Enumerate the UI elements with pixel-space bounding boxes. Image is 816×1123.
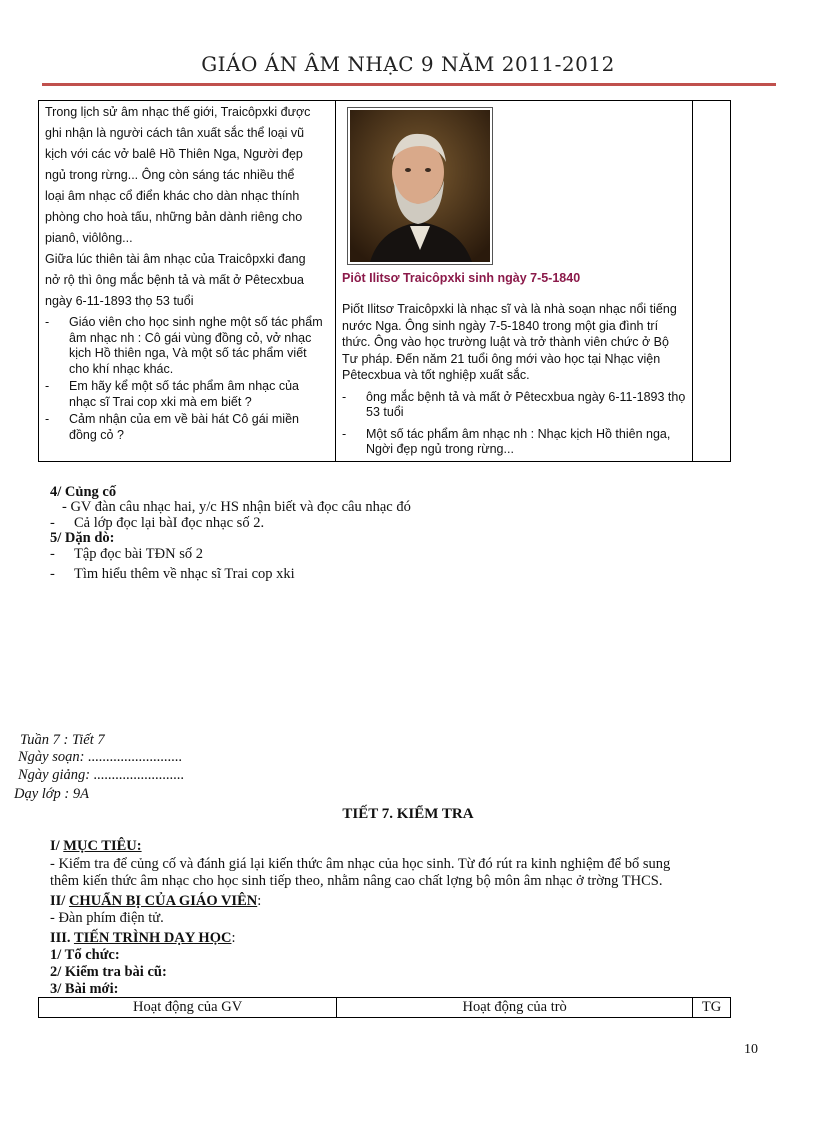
intro-line: Giữa lúc thiên tài âm nhạc của Traicôpxki đang (45, 252, 306, 266)
activity-header-table (38, 997, 731, 1018)
student-activity-cell (336, 101, 693, 462)
teacher-bullet: - Giáo viên cho học sinh nghe một số tác phẩm âm nhạc nh : Cô gái vùng đồng cỏ, vở nhạc kịch Hồ thiên nga, Và một số tác phẩm viết cho khí nhạc khác. (45, 315, 323, 376)
time-header: TG (693, 998, 731, 1018)
time-cell (693, 101, 731, 462)
step-review: 2/ Kiểm tra bài cũ: (50, 964, 167, 980)
intro-line: nở rộ thì ông mắc bệnh tả và mất ở Pêtecxbua (45, 273, 304, 287)
intro-line: loại âm nhạc cổ điển khác cho dàn nhạc thính (45, 189, 300, 203)
step-new-lesson: 3/ Bài mới: (50, 981, 119, 997)
section-process-heading: III. TIẾN TRÌNH DẠY HỌC: (50, 930, 236, 946)
portrait-photo (350, 110, 490, 262)
homework-item: - Tập đọc bài TĐN số 2 (50, 546, 203, 562)
composer-bio: Piốt Ilitsơ Traicôpxki là nhạc sĩ và là nhà soạn nhạc nổi tiếng nước Nga. Ông sinh ngày 7-5-1840 trong một gia đình trí thức. Ông vào học trường luật và trở thành viên chức ở Bộ Tư pháp. Đến năm 21 tuổi ông mới vào học tại Nhạc viện Pêtecxbua và tốt nghiệp xuất sắc. (342, 302, 677, 382)
intro-line: ghi nhận là người cách tân xuất sắc thể loại vũ (45, 126, 305, 140)
teacher-activity-cell (39, 101, 336, 462)
intro-line: ngủ trong rừng... Ông còn sáng tác nhiều thể (45, 168, 295, 182)
header-rule (42, 83, 776, 86)
homework-heading: 5/ Dặn dò: (50, 530, 115, 546)
portrait-photo-icon (347, 107, 493, 265)
student-activity-header: Hoạt động của trò (337, 998, 693, 1018)
bio-bullet: - Một số tác phẩm âm nhạc nh : Nhạc kịch Hồ thiên nga, Ngời đẹp ngủ trong rừng... (342, 426, 671, 456)
teacher-bullet: - Em hãy kể một số tác phẩm âm nhạc của nhạc sĩ Trai cop xki mà em biết ? (45, 379, 299, 409)
intro-line: kịch với các vở balê Hồ Thiên Nga, Người đẹp (45, 147, 303, 161)
teacher-bullet: - Cảm nhận của em về bài hát Cô gái miền đồng cỏ ? (45, 412, 299, 442)
taught-date: Ngày giảng: ......................... (18, 767, 185, 783)
intro-line: phòng cho hoà tấu, những bản dành riêng cho (45, 210, 303, 224)
lesson-title: TIẾT 7. KIỂM TRA (342, 806, 474, 822)
consolidation-item: - Cả lớp đọc lại bàI đọc nhạc số 2. (50, 515, 265, 531)
portrait-caption: Piôt Ilitsơ Traicôpxki sinh ngày 7-5-1840 (342, 271, 581, 285)
week-period: Tuần 7 : Tiết 7 (20, 732, 105, 748)
prepared-date: Ngày soạn: .......................... (18, 749, 183, 765)
bio-bullet: - ông mắc bệnh tả và mất ở Pêtecxbua ngày 6-11-1893 thọ 53 tuổi (342, 389, 686, 419)
objectives-line: thêm kiến thức âm nhạc cho học sinh tiếp theo, nhằm nâng cao chất lợng bộ môn âm nhạc ở trờng THCS. (50, 873, 663, 889)
page-number: 10 (744, 1042, 758, 1057)
section-objectives-heading: I/ MỤC TIÊU: (50, 838, 142, 854)
section-preparation-heading: II/ CHUẨN BỊ CỦA GIÁO VIÊN: (50, 893, 262, 909)
preparation-item: - Đàn phím điện tử. (50, 910, 164, 926)
class-name: Dạy lớp : 9A (14, 786, 89, 802)
objectives-line: - Kiểm tra để củng cố và đánh giá lại kiến thức âm nhạc của học sinh. Từ đó rút ra kinh nghiệm để bổ sung (50, 856, 671, 872)
intro-line: Trong lịch sử âm nhạc thế giới, Traicôpxki được (45, 105, 311, 119)
teacher-activity-header: Hoạt động của GV (39, 998, 337, 1018)
homework-item: - Tìm hiểu thêm về nhạc sĩ Trai cop xki (50, 566, 295, 582)
consolidation-item: - GV đàn câu nhạc hai, y/c HS nhận biết và đọc câu nhạc đó (62, 499, 411, 515)
consolidation-heading: 4/ Củng cố (50, 484, 117, 500)
lesson-activity-table (38, 100, 731, 462)
step-organization: 1/ Tổ chức: (50, 947, 120, 963)
page-header-title: GIÁO ÁN ÂM NHẠC 9 NĂM 2011-2012 (201, 52, 615, 76)
intro-line: pianô, viôlông... (45, 231, 133, 245)
intro-line: ngày 6-11-1893 thọ 53 tuổi (45, 294, 194, 308)
